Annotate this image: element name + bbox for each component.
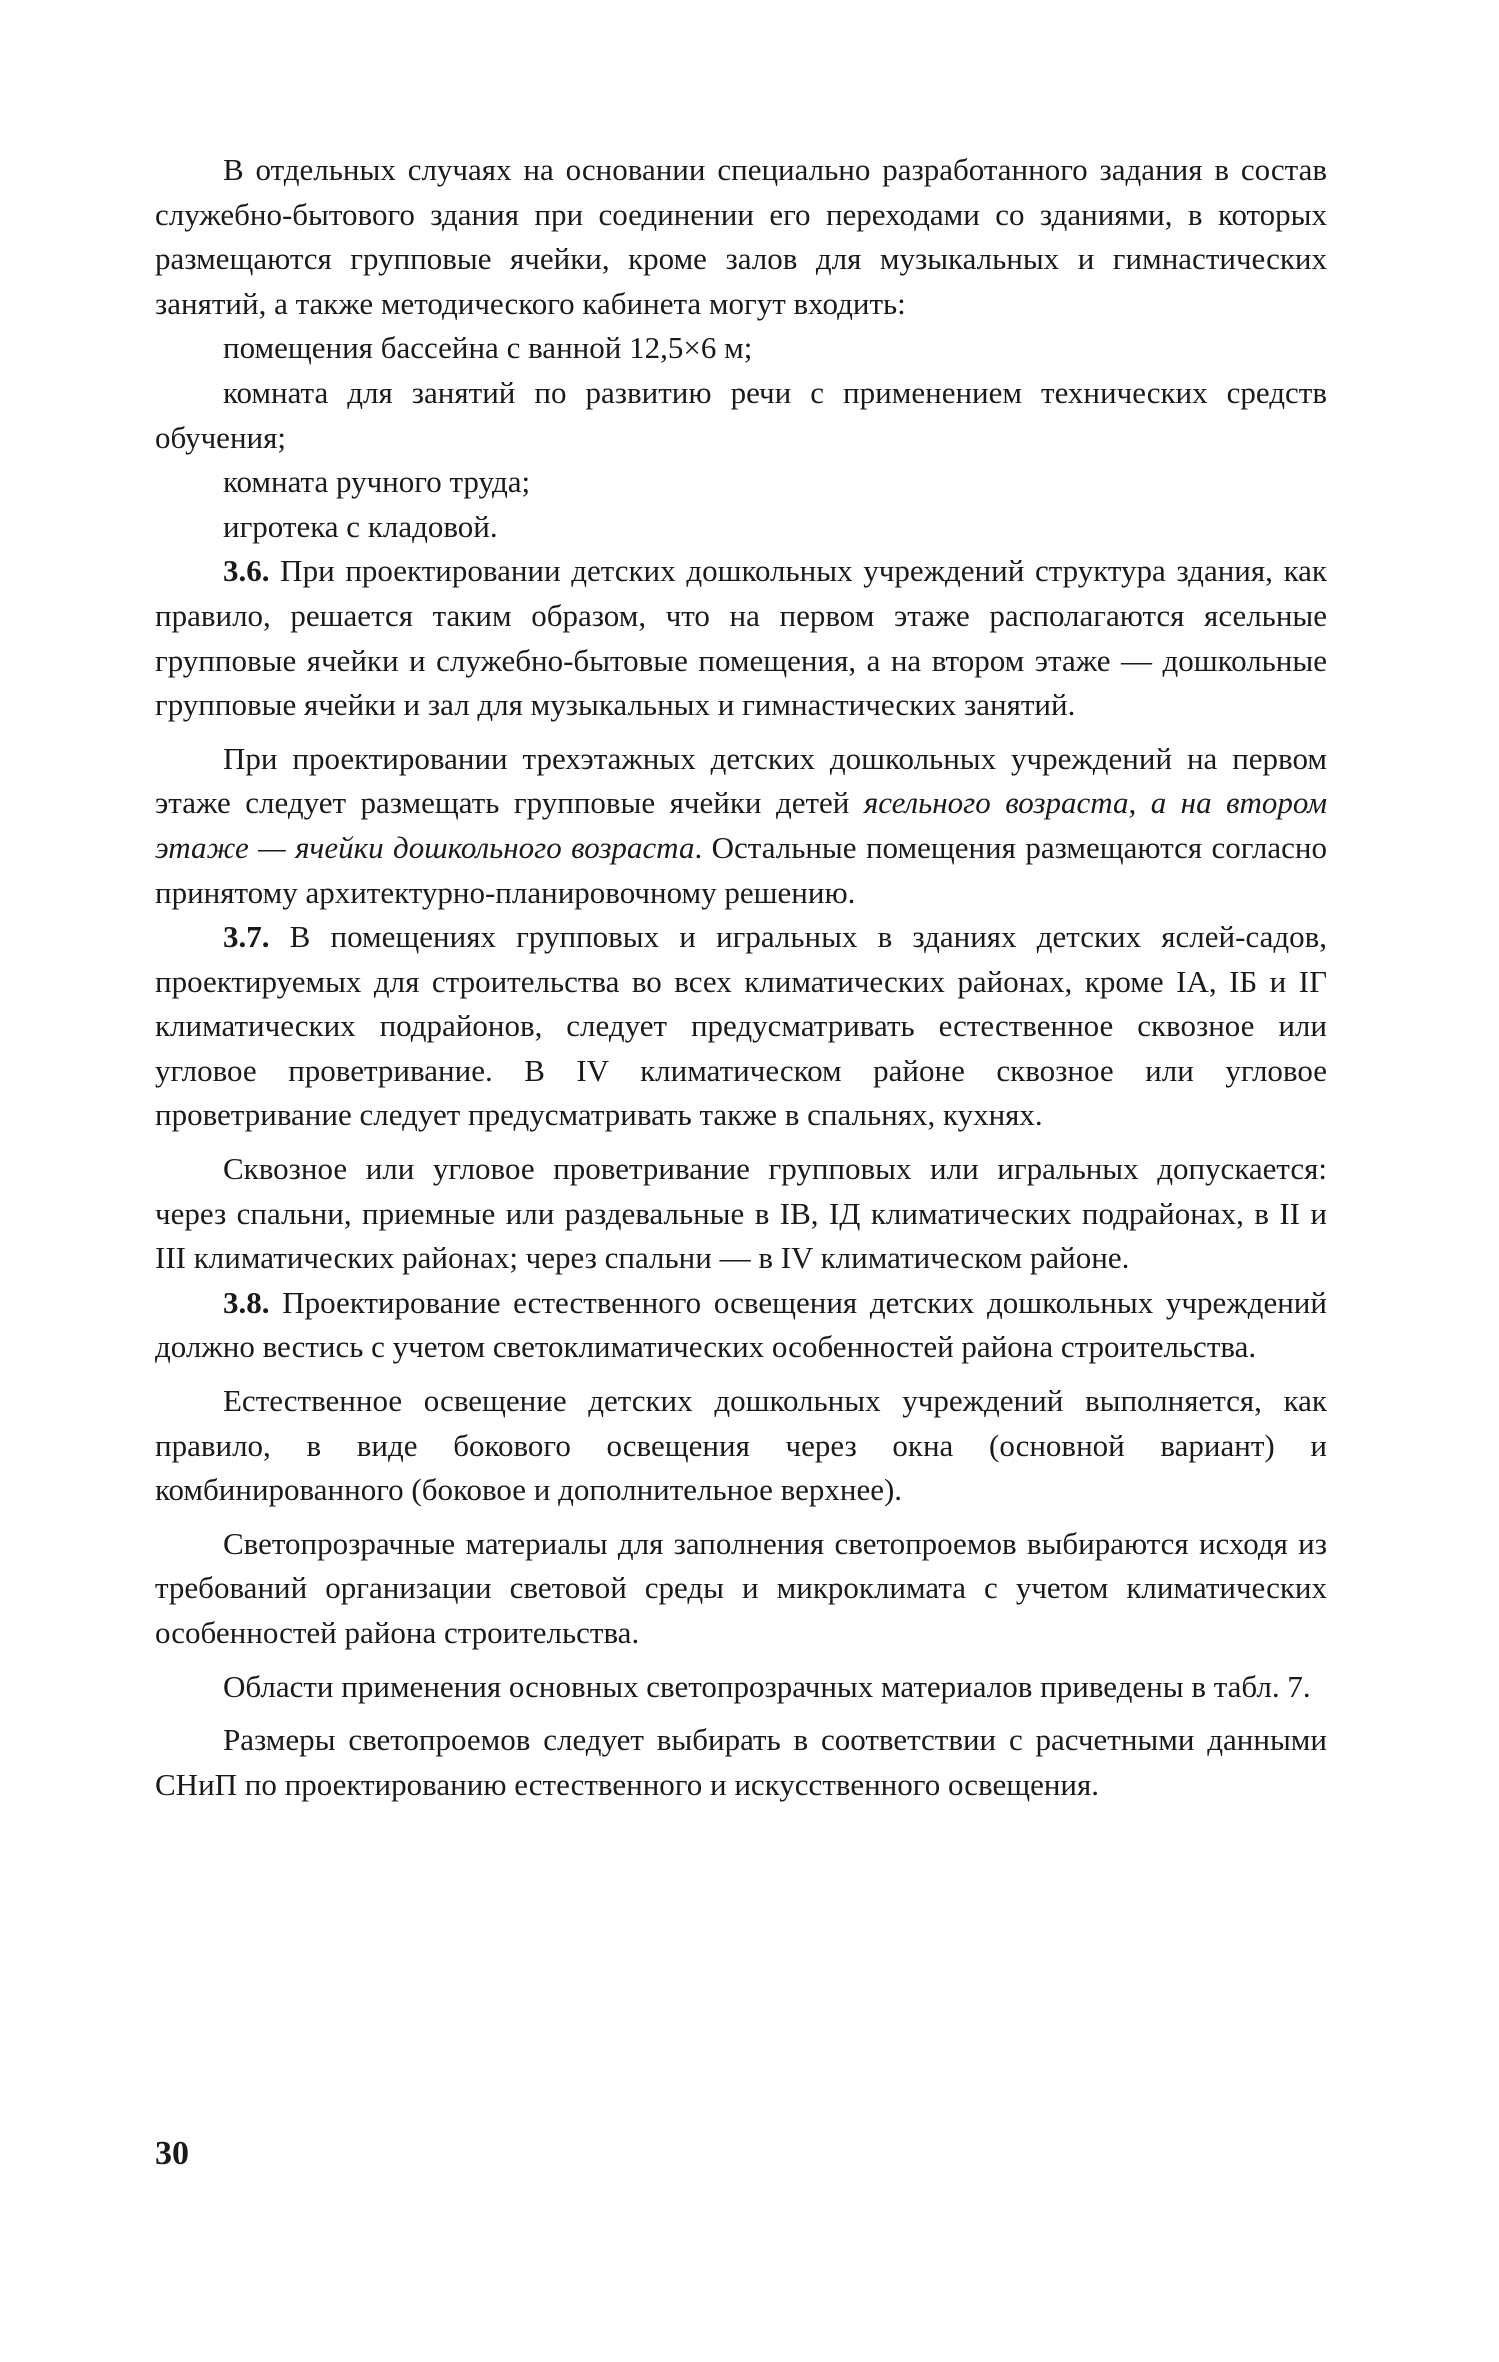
paragraph-text-end: . Остальные помещения размещаются согласно принятому архитектурно-планировочному решению. [155,829,1327,910]
section-number: 3.8. [223,1284,270,1320]
section-text: В помещениях групповых и игральных в зданиях детских яслей-садов, проектируемых для строительства во всех климатических районах, кроме IA, IБ и IГ климатических подрайонов, следует предусматривать естественное сквозное или угловое проветривание. В IV климатическом районе сквозное или угловое проветривание следует предусматривать также в спальнях, кухнях. [155,919,1327,1133]
list-item-handicraft-room: комната ручного труда; [223,464,531,500]
section-number: 3.7. [223,919,270,955]
paragraph-intro: В отдельных случаях на основании специально разработанного задания в состав служебно-бытового здания при соединении его переходами со зданиями, в которых размещаются групповые ячейки, кроме залов для музыкальных и гимнастических занятий, а также методического кабинета могут входить: [155,152,1327,321]
section-3-7 [155,915,1327,1138]
list-item-toy-library: игротека с кладовой. [223,508,498,544]
paragraph-three-storey [155,737,1327,915]
paragraph-translucent-materials: Светопрозрачные материалы для заполнения светопроемов выбираются исходя из требований организации световой среды и микроклимата с учетом климатических особенностей района строительства. [155,1525,1327,1650]
section-number: 3.6. [223,553,270,589]
section-text: При проектировании детских дошкольных учреждений структура здания, как правило, решается таким образом, что на первом этаже располагаются ясельные групповые ячейки и служебно-бытовые помещения, а на втором этаже — дошкольные групповые ячейки и зал для музыкальных и гимнастических занятий. [155,553,1327,723]
paragraph-natural-lighting: Естественное освещение детских дошкольных учреждений выполняется, как правило, в виде бокового освещения через окна (основной вариант) и комбинированного (боковое и дополнительное верхнее). [155,1383,1327,1508]
paragraph-text-italic: ясельного возраста, а на втором этаже — ячейки дошкольного возраста [155,785,1327,865]
paragraph-table-reference: Области применения основных светопрозрачных материалов приведены в табл. 7. [223,1668,1311,1704]
paragraph-ventilation: Сквозное или угловое проветривание групповых или игральных допускается: через спальни, приемные или раздевальные в IВ, IД климатических подрайонах, в II и III климатических районах; через спальни — в IV климатическом районе. [155,1151,1327,1276]
list-item-speech-room: комната для занятий по развитию речи с применением технических средств обучения; [155,374,1327,455]
page-number: 30 [155,2135,189,2172]
list-item-pool: помещения бассейна с ванной 12,5×6 м; [223,330,753,366]
paragraph-opening-sizes: Размеры светопроемов следует выбирать в соответствии с расчетными данными СНиП по проектированию естественного и искусственного освещения. [155,1722,1327,1802]
page-body [155,148,1327,1807]
paragraph-text-start: При проектировании трехэтажных детских дошкольных учреждений на первом этаже следует размещать групповые ячейки детей [155,740,1327,821]
section-text: Проектирование естественного освещения детских дошкольных учреждений должно вестись с учетом светоклиматических особенностей района строительства. [155,1284,1327,1365]
section-3-8 [155,1281,1327,1370]
section-3-6 [155,549,1327,727]
